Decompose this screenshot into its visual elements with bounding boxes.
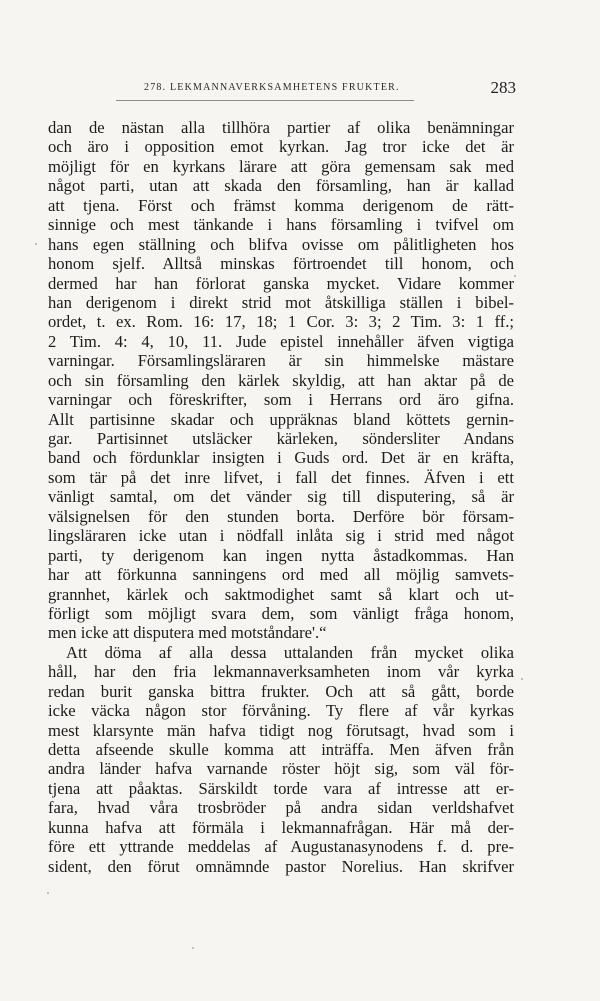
text-line: kunna hafva att förmäla i lekmannafrågan. Här må der- bbox=[48, 817, 514, 837]
text-line: men icke att disputera med motståndare'.“ bbox=[48, 623, 327, 643]
paper-speck bbox=[521, 678, 523, 680]
page-header bbox=[52, 78, 518, 100]
paper-speck bbox=[47, 892, 49, 894]
text-line: andra länder hafva varnande röster höjt sig, som väl för- bbox=[48, 759, 514, 779]
paper-speck bbox=[35, 243, 37, 245]
text-line: grannhet, kärlek och saktmodighet samt så klart och ut- bbox=[48, 584, 514, 604]
text-line: fara, hvad våra trosbröder på andra sidan verldshafvet bbox=[48, 798, 514, 818]
text-line: håll, har den fria lekmannaverksamheten inom vår kyrka bbox=[48, 662, 514, 682]
text-line: dan de nästan alla tillhöra partier af olika benämningar bbox=[48, 118, 514, 137]
text-line: förligt som möjligt svara dem, som vänligt fråga honom, bbox=[48, 603, 514, 623]
text-line: sinnige och mest tänkande i hans församling i tvifvel om bbox=[48, 215, 514, 235]
text-line: tjena att påaktas. Särskildt torde vara af intresse att er- bbox=[48, 778, 514, 798]
paper-speck bbox=[192, 947, 194, 949]
text-line: varningar och föreskrifter, som i Herrans ord äro gifna. bbox=[48, 390, 514, 410]
text-line: dermed har han förlorat ganska mycket. Vidare kommer bbox=[48, 273, 514, 293]
text-line: något parti, utan att skada den församling, han är kallad bbox=[48, 176, 514, 196]
text-line: redan burit ganska bittra frukter. Och att så gått, borde bbox=[48, 681, 514, 701]
text-line: band och fördunklar insigten i Guds ord. Det är en kräfta, bbox=[48, 448, 514, 468]
text-line: parti, ty derigenom kan ingen nytta åstadkommas. Han bbox=[48, 545, 514, 565]
text-line: icke väcka någon stor förvåning. Ty flere af vår kyrkas bbox=[48, 701, 514, 721]
text-line: välsignelsen för den stunden borta. Derföre bör försam- bbox=[48, 506, 514, 526]
text-line: honom sjelf. Alltså minskas förtroendet till honom, och bbox=[48, 254, 514, 274]
text-line: att tjena. Först och främst komma derigenom de rätt- bbox=[48, 195, 514, 215]
text-line: detta afseende skulle komma att inträffa. Men äfven från bbox=[48, 740, 514, 759]
body-text bbox=[48, 118, 514, 876]
text-line: hans egen ställning och blifva ovisse om pålitligheten hos bbox=[48, 234, 514, 254]
text-line: som tär på det inre lifvet, i fall det finnes. Äfven i ett bbox=[48, 467, 514, 487]
text-line: han derigenom i direkt strid mot åtskilliga ställen i bibel- bbox=[48, 292, 514, 312]
text-line: 2 Tim. 4: 4, 10, 11. Jude epistel innehåller äfven vigtiga bbox=[48, 331, 514, 351]
text-line: sident, den förut omnämnde pastor Norelius. Han skrifver bbox=[48, 856, 514, 876]
text-line: ordet, t. ex. Rom. 16: 17, 18; 1 Cor. 3: 3; 2 Tim. 3: 1 ff.; bbox=[48, 312, 514, 332]
text-line: möjligt för en kyrkans lärare att göra gemensam sak med bbox=[48, 156, 514, 176]
text-line: och sin församling den kärlek skyldig, att han aktar på de bbox=[48, 370, 514, 390]
text-line: mest klarsynte män hafva tidigt nog förutsagt, hvad som i bbox=[48, 720, 514, 740]
text-line: har att förkunna sanningens ord med all möjlig samvets- bbox=[48, 565, 514, 585]
text-line: gar. Partisinnet utsläcker kärleken, söndersliter Andans bbox=[48, 429, 514, 448]
text-line: vänligt samtal, om det vänder sig till disputering, så är bbox=[48, 487, 514, 507]
text-line: Allt partisinne skadar och uppräknas bland köttets gernin- bbox=[48, 409, 514, 429]
page-number: 283 bbox=[490, 78, 516, 97]
running-title: 278. LEKMANNAVERKSAMHETENS FRUKTER. bbox=[144, 82, 400, 93]
text-line: lingsläraren icke utan i nödfall inlåta sig i strid med något bbox=[48, 526, 514, 546]
paragraph-start-line: Att döma af alla dessa uttalanden från mycket olika bbox=[66, 642, 514, 662]
text-line: varningar. Församlingsläraren är sin himmelske mästare bbox=[48, 351, 514, 371]
text-line: och äro i opposition emot kyrkan. Jag tror icke det är bbox=[48, 137, 514, 157]
text-line: före ett yttrande meddelas af Augustanasynodens f. d. pre- bbox=[48, 837, 514, 857]
header-rule bbox=[116, 100, 414, 101]
paper-speck bbox=[514, 275, 516, 277]
